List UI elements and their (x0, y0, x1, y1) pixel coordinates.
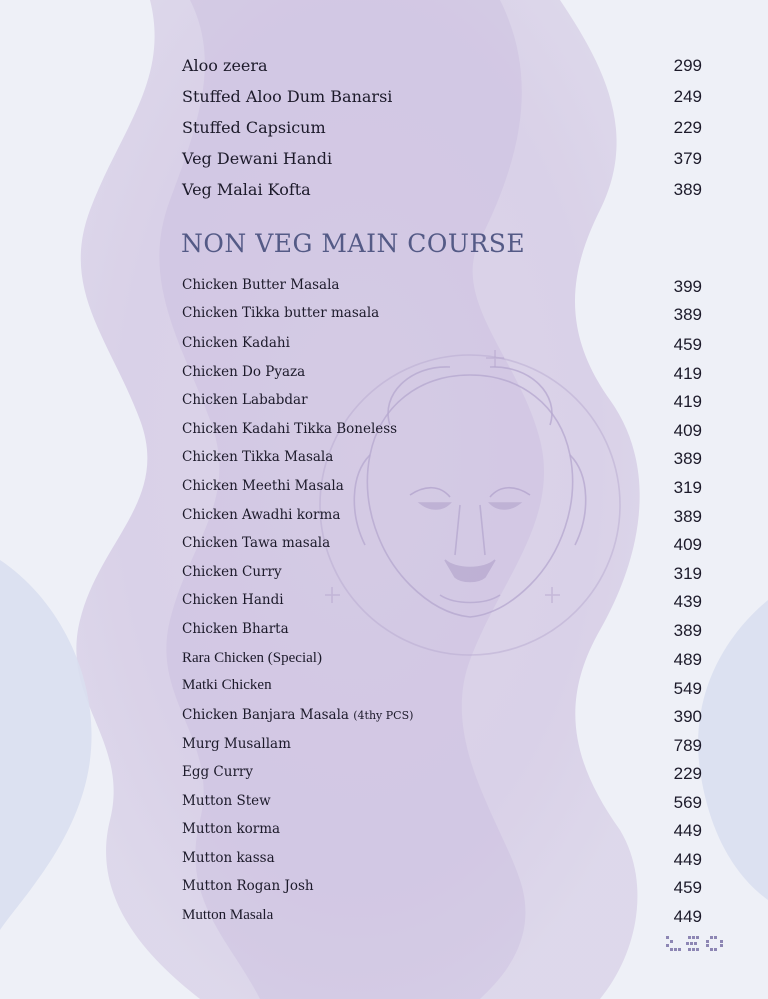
list-item (182, 364, 702, 388)
item-name: Veg Malai Kofta (182, 180, 311, 199)
list-item (182, 564, 702, 588)
item-price: 449 (673, 821, 702, 840)
list-item (182, 478, 702, 502)
section-title: NON VEG MAIN COURSE (181, 229, 526, 258)
list-item (182, 392, 702, 416)
item-price: 229 (673, 118, 702, 137)
item-name: Chicken Tawa masala (182, 535, 331, 551)
item-price: 389 (673, 449, 702, 468)
item-name: Mutton korma (182, 821, 281, 837)
item-price: 449 (673, 850, 702, 869)
list-item (182, 850, 702, 874)
item-name: Chicken Tikka butter masala (182, 305, 380, 321)
list-item (182, 87, 702, 111)
list-item (182, 707, 702, 731)
item-name: Mutton Stew (182, 793, 271, 809)
item-name (182, 707, 413, 723)
item-price: 419 (673, 364, 702, 383)
item-name: Matki Chicken (182, 677, 272, 693)
item-name: Mutton kassa (182, 850, 275, 866)
item-name: Chicken Tikka Masala (182, 449, 334, 465)
item-name: Veg Dewani Handi (182, 149, 333, 168)
item-price: 439 (673, 592, 702, 611)
list-item (182, 878, 702, 902)
item-price: 319 (673, 564, 702, 583)
item-name: Chicken Curry (182, 564, 282, 580)
list-item (182, 621, 702, 645)
list-item (182, 821, 702, 845)
item-name: Chicken Handi (182, 592, 284, 608)
item-name: Mutton Rogan Josh (182, 878, 314, 894)
list-item (182, 764, 702, 788)
item-name: Mutton Masala (182, 907, 274, 923)
list-item (182, 277, 702, 301)
item-price: 489 (673, 650, 702, 669)
item-price: 249 (673, 87, 702, 106)
item-price: 229 (673, 764, 702, 783)
item-price: 409 (673, 535, 702, 554)
item-name: Chicken Bharta (182, 621, 289, 637)
item-name: Chicken Awadhi korma (182, 507, 341, 523)
item-price: 449 (673, 907, 702, 926)
item-price: 789 (673, 736, 702, 755)
item-price: 409 (673, 421, 702, 440)
list-item (182, 149, 702, 173)
item-price: 389 (673, 621, 702, 640)
item-name: Stuffed Aloo Dum Banarsi (182, 87, 393, 106)
item-price: 419 (673, 392, 702, 411)
item-name: Aloo zeera (182, 56, 268, 75)
item-note: (4thy PCS) (353, 709, 414, 722)
item-name: Stuffed Capsicum (182, 118, 326, 137)
item-price: 379 (673, 149, 702, 168)
list-item (182, 592, 702, 616)
list-item (182, 650, 702, 674)
item-name: Chicken Meethi Masala (182, 478, 344, 494)
item-name: Chicken Butter Masala (182, 277, 340, 293)
list-item (182, 305, 702, 329)
list-item (182, 535, 702, 559)
item-name-text: Chicken Banjara Masala (182, 707, 349, 723)
item-name: Chicken Do Pyaza (182, 364, 306, 380)
list-item (182, 507, 702, 531)
item-price: 399 (673, 277, 702, 296)
item-price: 389 (673, 305, 702, 324)
list-item (182, 56, 702, 80)
item-name: Chicken Kadahi Tikka Boneless (182, 421, 398, 437)
item-price: 549 (673, 679, 702, 698)
item-price: 299 (673, 56, 702, 75)
list-item (182, 421, 702, 445)
item-price: 389 (673, 507, 702, 526)
list-item (182, 180, 702, 204)
item-name: Egg Curry (182, 764, 253, 780)
item-price: 319 (673, 478, 702, 497)
list-item (182, 736, 702, 760)
list-item (182, 677, 702, 701)
item-price: 459 (673, 335, 702, 354)
list-item (182, 449, 702, 473)
item-price: 390 (673, 707, 702, 726)
list-item (182, 118, 702, 142)
list-item (182, 335, 702, 359)
item-price: 459 (673, 878, 702, 897)
item-name: Chicken Lababdar (182, 392, 308, 408)
item-name: Rara Chicken (Special) (182, 650, 322, 666)
list-item (182, 793, 702, 817)
list-item (182, 907, 702, 931)
leo-logo-icon (664, 932, 730, 956)
item-price: 389 (673, 180, 702, 199)
item-name: Murg Musallam (182, 736, 291, 752)
item-price: 569 (673, 793, 702, 812)
item-name: Chicken Kadahi (182, 335, 290, 351)
